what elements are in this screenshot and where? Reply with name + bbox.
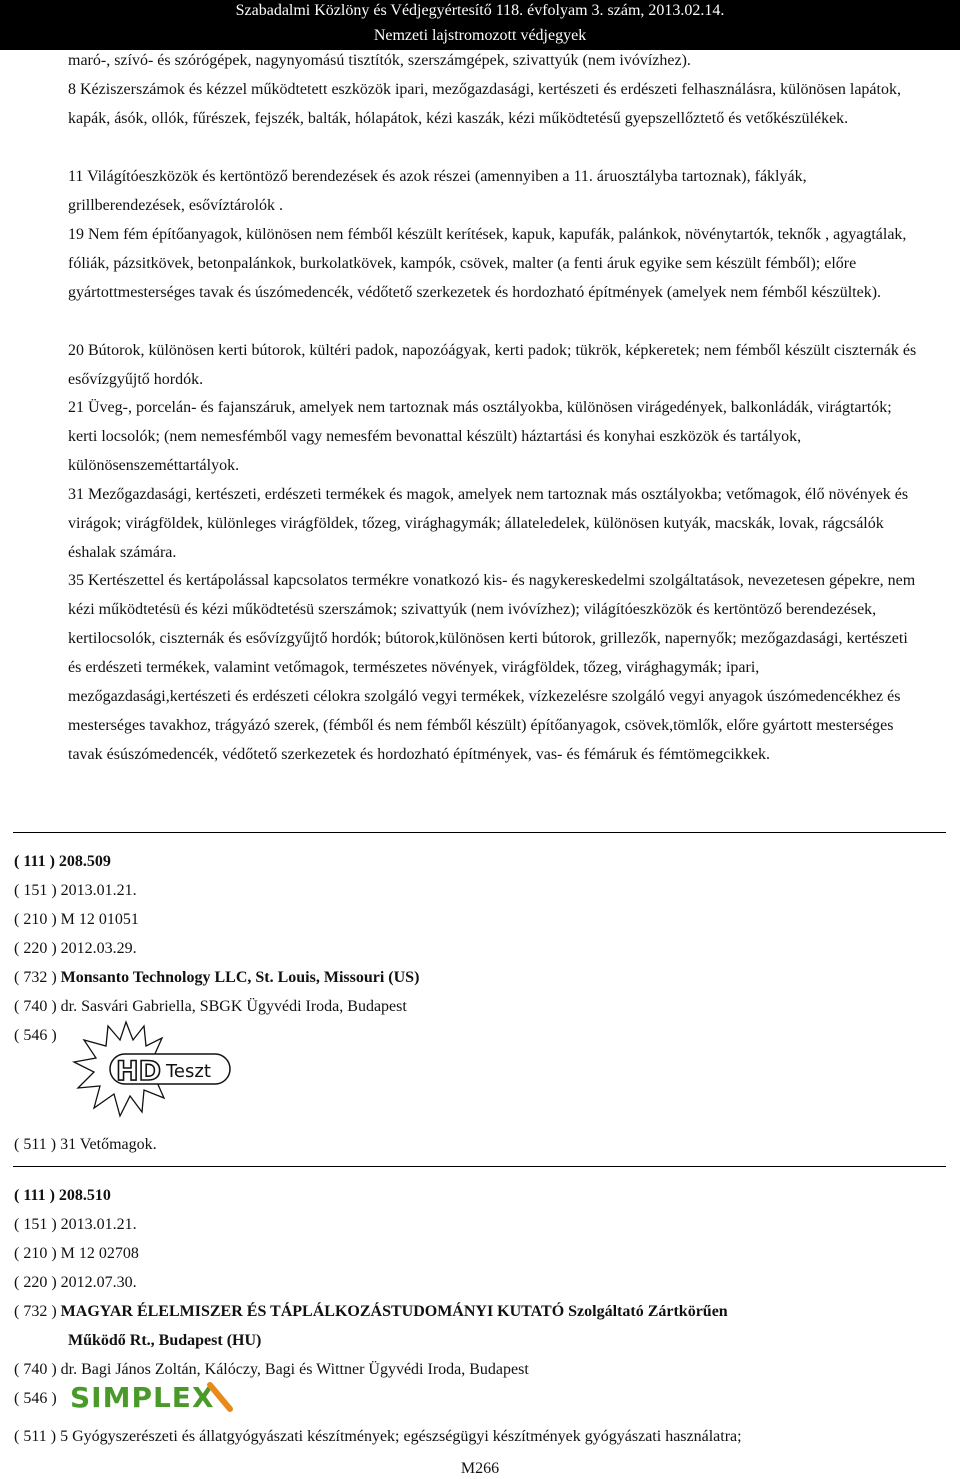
- page-number: M266: [460, 1460, 500, 1477]
- registration-number: ( 111 ) 208.509: [14, 853, 111, 870]
- journal-header: [0, 0, 960, 25]
- registration-number: ( 111 ) 208.510: [14, 1187, 111, 1204]
- logo-hd-text: HD: [116, 1056, 162, 1087]
- application-number: ( 210 ) M 12 02708: [14, 1245, 139, 1262]
- class-paragraph: 20 Bútorok, különösen kerti bútorok, kültéri padok, napozóágyak, kerti padok; tükrök, képkeretek; nem fémből készült ciszternák és esővízgyűjtő hordók.: [68, 342, 917, 388]
- holder: [14, 1297, 728, 1326]
- class-paragraph: 19 Nem fém építőanyagok, különösen nem fémből készült kerítések, kapuk, kapufák, palánkok, növénytartók, teknők , agyagtálak, fóliák, pázsitkövek, betonpalánkok, burkolatkövek, kampók, csövek, malter (a fenti áruk egyike sem készült fémből); előre gyártottmesterséges tavak és úszómedencék, védőtető szerkezetek és hordozható építmények (amelyek nem fémből készültek).: [68, 226, 907, 301]
- holder-name-continued: Működő Rt., Budapest (HU): [68, 1332, 262, 1349]
- class-paragraph: maró-, szívó- és szórógépek, nagynyomású tisztítók, szerszámgépek, szivattyúk (nem ivóvízhez).: [68, 52, 691, 69]
- representative: ( 740 ) dr. Bagi János Zoltán, Kálóczy, Bagi és Wittner Ügyvédi Iroda, Budapest: [14, 1361, 529, 1378]
- class-paragraph: 35 Kertészettel és kertápolással kapcsolatos termékre vonatkozó kis- és nagykereskedelmi szolgáltatások, nevezetesen gépekre, nem kézi működtetésü és kézi működtetésü szerszámok; szivattyúk (nem ivóvízhez); világítóeszközök és kertöntöző berendezések, kertilocsolók, ciszternák és esővízgyűjtő hordók; bútorok,különösen kerti bútorok, grillezők, napernyők; mezőgazdasági, kertészeti és erdészeti termékek, valamint vetőmagok, természetes növények, virágföldek, tőzeg, virághagymák; ipari, mezőgazdasági,kertészeti és erdészeti célokra szolgáló vegyi termékek, vízkezelésre szolgáló vegyi anyagok úszómedencékhez és mesterséges tavakhoz, trágyázó szerek, (fémből és nem fémből készült) építőanyagok, csövek,tömlők, előre gyártott mesterséges tavak ésúszómedencék, védőtető szerkezetek és hordozható építmények, vas- és fémáruk és fémtömegcikkek.: [68, 572, 916, 763]
- holder: [14, 963, 419, 992]
- class-paragraph: 11 Világítóeszközök és kertöntöző berendezések és azok részei (amennyiben a 11. áruosztályba tartoznak), fáklyák, grillberendezések, esővíztárolók .: [68, 168, 807, 214]
- mark-image-label: ( 546 ): [14, 1027, 57, 1044]
- class-paragraph: 31 Mezőgazdasági, kertészeti, erdészeti termékek és magok, amelyek nem tartoznak más osztályokba; vetőmagok, élő növények és virágok; virágföldek, különleges virágföldek, tőzeg, virághagymák; állateledelek, különösen kutyák, macskák, lovak, rágcsálók éshalak számára.: [68, 486, 909, 561]
- simplex-logo: [70, 1381, 235, 1413]
- class-paragraph: 8 Kéziszerszámok és kézzel működtetett eszközök ipari, mezőgazdasági, kertészeti és erdészeti felhasználásra, különösen lapátok, kapák, ásók, ollók, fűrészek, fejszék, balták, hólapátok, kézi kaszák, kézi működtetésű gyepszellőztető és vetőkészülékek.: [68, 81, 901, 127]
- holder-code: ( 732 ): [14, 1303, 61, 1320]
- holder-name: MAGYAR ÉLELMISZER ÉS TÁPLÁLKOZÁSTUDOMÁNYI KUTATÓ Szolgáltató Zártkörűen: [60, 1303, 728, 1320]
- holder-code: ( 732 ): [14, 969, 61, 986]
- holder-name: Monsanto Technology LLC, St. Louis, Missouri (US): [60, 969, 420, 986]
- goods-services: ( 511 ) 31 Vetőmagok.: [14, 1136, 157, 1153]
- journal-title: Szabadalmi Közlöny és Védjegyértesítő 118. évfolyam 3. szám, 2013.02.14.: [235, 2, 725, 19]
- record-divider: [13, 832, 946, 833]
- logo-teszt-text: Teszt: [166, 1061, 211, 1082]
- registration-date: ( 151 ) 2013.01.21.: [14, 1216, 137, 1233]
- record-divider: [13, 1166, 946, 1167]
- registration-date: ( 151 ) 2013.01.21.: [14, 882, 137, 899]
- class-paragraph: 21 Üveg-, porcelán- és fajanszáruk, amelyek nem tartoznak más osztályokba, különösen virágedények, balkonládák, virágtartók; kerti locsolók; (nem nemesfémből vagy nemesfém bevonattal készült) háztartási és konyhai eszközök és tartályok, különösenszeméttartályok.: [68, 399, 892, 474]
- mark-image-label: ( 546 ): [14, 1390, 57, 1407]
- simplex-logo-text: SIMPLEX: [70, 1381, 215, 1413]
- filing-date: ( 220 ) 2012.07.30.: [14, 1274, 137, 1291]
- section-title: Nemzeti lajstromozott védjegyek: [373, 27, 587, 44]
- goods-services: ( 511 ) 5 Gyógyszerészeti és állatgyógyászati készítmények; egészségügyi készítmények gyógyászati használatra;: [14, 1428, 742, 1445]
- hd-teszt-logo: [66, 1018, 236, 1123]
- application-number: ( 210 ) M 12 01051: [14, 911, 139, 928]
- representative: ( 740 ) dr. Sasvári Gabriella, SBGK Ügyvédi Iroda, Budapest: [14, 998, 407, 1015]
- filing-date: ( 220 ) 2012.03.29.: [14, 940, 137, 957]
